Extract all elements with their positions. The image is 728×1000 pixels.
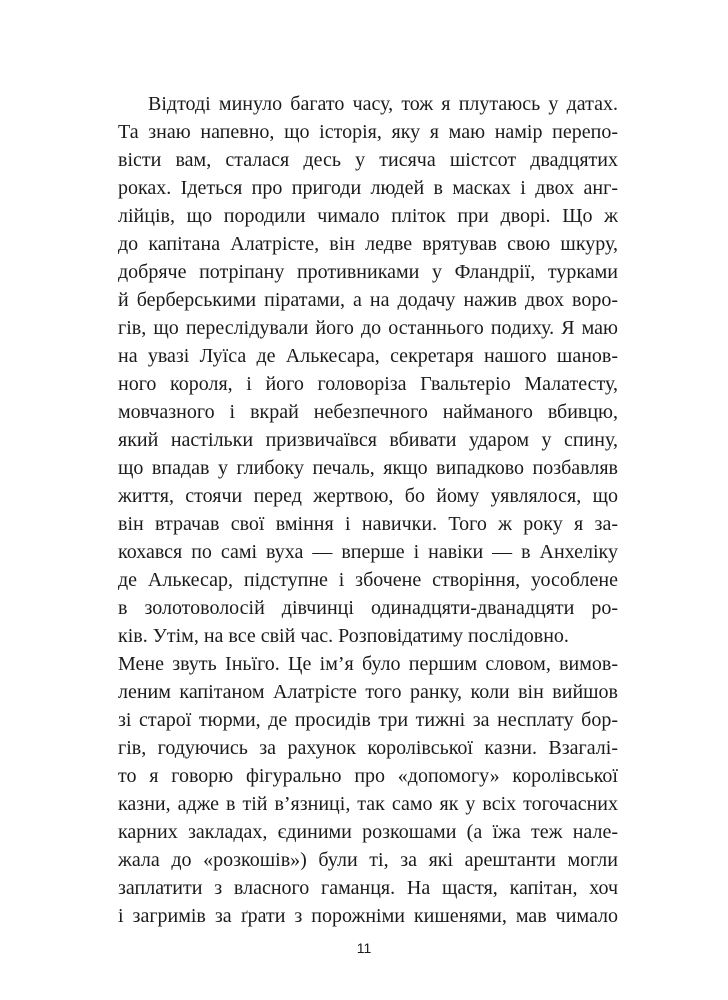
paragraph-1 [118, 90, 618, 650]
text-line: і загримів за ґрати з порожніми кишенями, мав чимало [118, 905, 618, 927]
text-line: леним капітаном Алатрісте того ранку, коли він вийшов [118, 681, 618, 703]
text-line: який настільки призвичаївся вбивати ударом у спину, [118, 429, 618, 451]
text-line: жала до «розкошів») були ті, за які арештанти могли [118, 849, 618, 871]
text-line: життя, стоячи перед жертвою, бо йому уявлялося, що [118, 485, 618, 507]
text-line: на увазі Луїса де Алькесара, секретаря нашого шанов- [118, 345, 618, 367]
text-line: заплатити з власного гаманця. На щастя, капітан, хоч [118, 877, 618, 899]
text-line: вісти вам, сталася десь у тисяча шістсот двадцятих [118, 149, 618, 171]
text-line: Мене звуть Іньїго. Це ім’я було першим словом, вимов- [118, 653, 618, 675]
text-line: карних закладах, єдиними розкошами (а їжа теж нале- [118, 821, 618, 843]
text-line: ків. Утім, на все свій час. Розповідатиму послідовно. [118, 625, 569, 647]
text-line: добряче потріпану противниками у Фландрії, турками [118, 261, 618, 283]
text-line: в золотоволосій дівчинці одинадцяти-дванадцяти ро- [118, 597, 618, 619]
text-line: то я говорю фігурально про «допомогу» королівської [118, 765, 618, 787]
text-line: й берберськими піратами, а на додачу нажив двох воро- [118, 289, 618, 311]
text-line: зі старої тюрми, де просидів три тижні за несплату бор- [118, 709, 618, 731]
text-line: гів, годуючись за рахунок королівської казни. Взагалі- [118, 737, 618, 759]
text-line: лійців, що породили чимало пліток при дворі. Що ж [118, 205, 618, 227]
text-line: ного короля, і його головоріза Гвальтеріо Малатесту, [118, 373, 618, 395]
text-line: що впадав у глибоку печаль, якщо випадково позбавляв [118, 457, 618, 479]
text-line: до капітана Алатрісте, він ледве врятував свою шкуру, [118, 233, 618, 255]
text-line: де Алькесар, підступне і збочене створіння, уособлене [118, 569, 618, 591]
text-line: він втрачав свої вміння і навички. Того ж року я за- [118, 513, 618, 535]
text-line: Відтоді минуло багато часу, тож я плутаюсь у датах. [148, 93, 618, 115]
text-line: мовчазного і вкрай небезпечного найманого вбивцю, [118, 401, 618, 423]
text-line: казни, адже в тій в’язниці, так само як у всіх тогочасних [118, 793, 618, 815]
paragraph-2 [118, 650, 618, 930]
text-line: кохався по самі вуха — вперше і навіки — в Анхеліку [118, 541, 618, 563]
text-line: гів, що переслідували його до останнього подиху. Я маю [118, 317, 618, 339]
text-line: Та знаю напевно, що історія, яку я маю намір перепо- [118, 121, 618, 143]
page-number: 11 [356, 940, 372, 956]
text-line: роках. Ідеться про пригоди людей в масках і двох анг- [118, 177, 618, 199]
